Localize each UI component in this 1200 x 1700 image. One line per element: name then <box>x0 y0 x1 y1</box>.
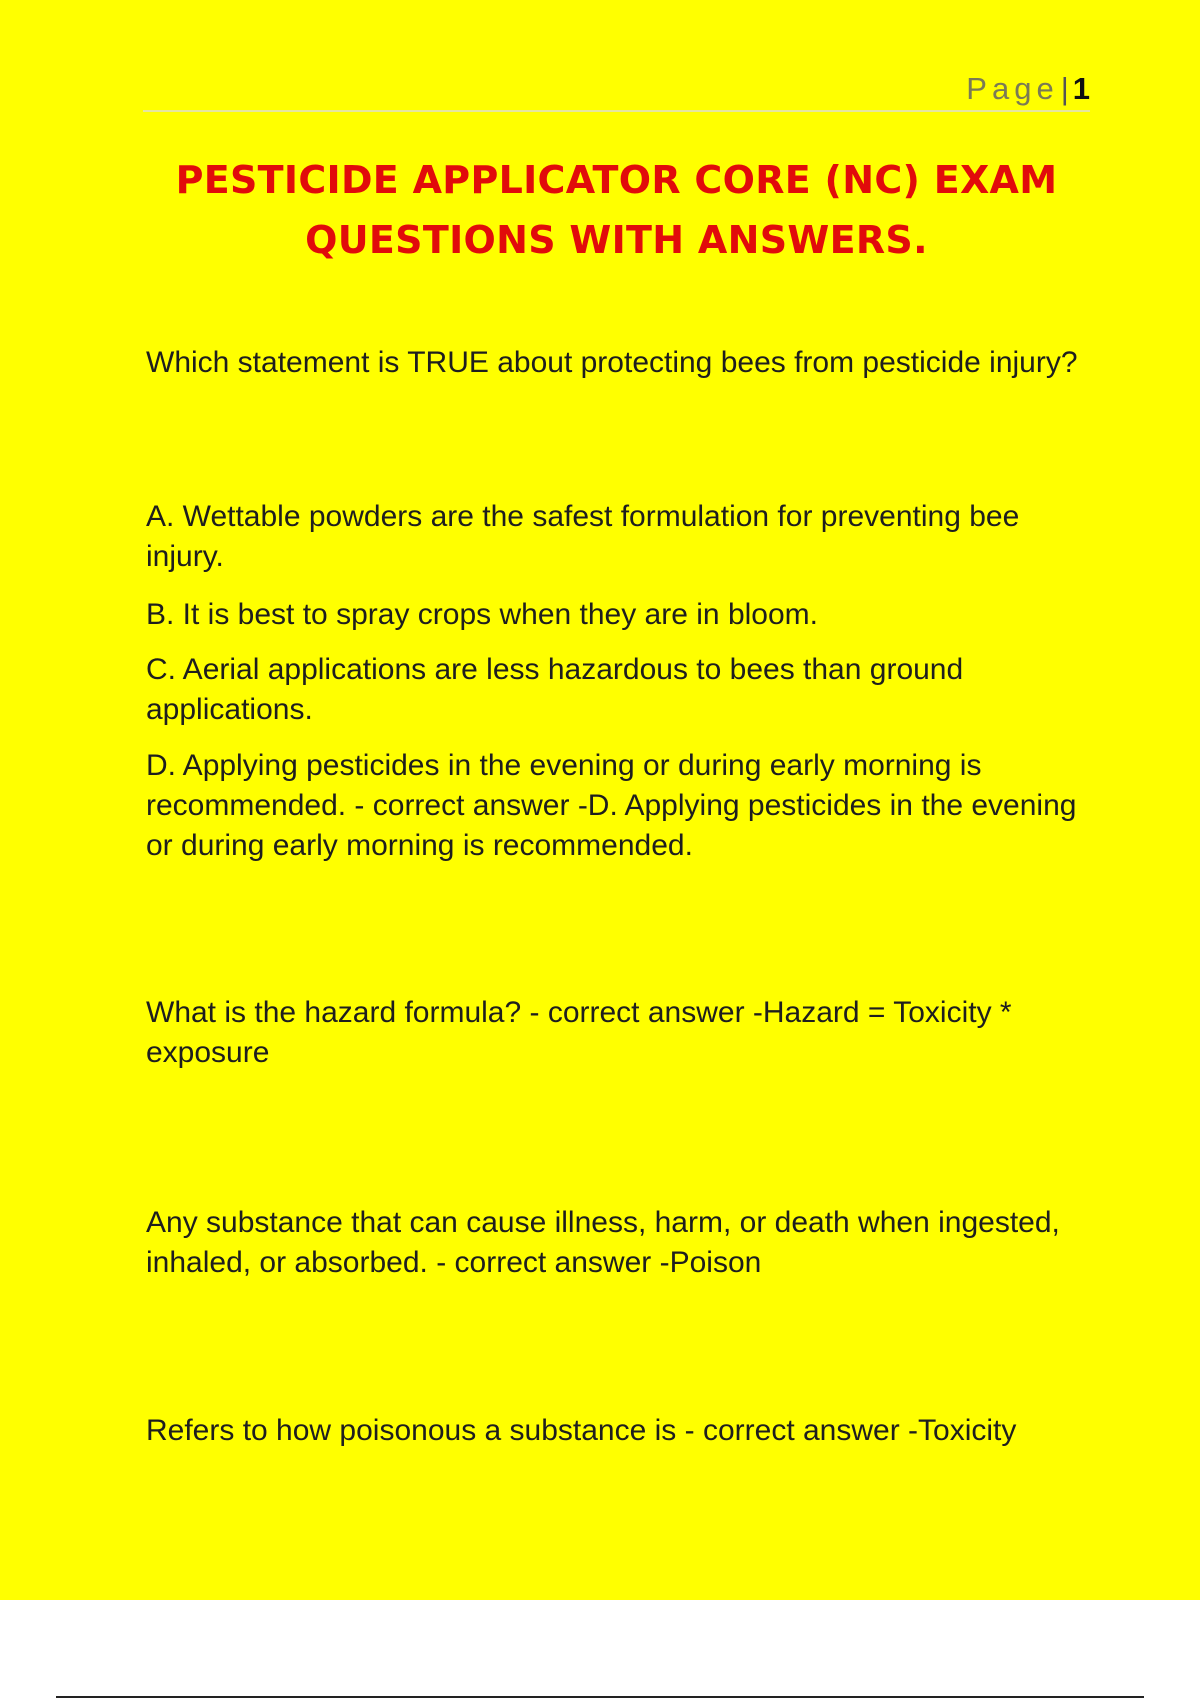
footer-divider <box>56 1696 1144 1698</box>
question-4: Refers to how poisonous a substance is - correct answer -Toxicity <box>146 1414 1017 1447</box>
page-number: 1 <box>1072 71 1090 106</box>
title-line-1: PESTICIDE APPLICATOR CORE (NC) EXAM <box>175 158 1058 202</box>
question-1: Which statement is TRUE about protecting bees from pesticide injury? <box>146 346 1078 379</box>
question-1-option-c: C. Aerial applications are less hazardous to bees than ground applications. <box>146 653 964 726</box>
page-separator: | <box>1060 71 1069 106</box>
question-1-option-b: B. It is best to spray crops when they are in bloom. <box>146 598 818 631</box>
question-3: Any substance that can cause illness, harm, or death when ingested, inhaled, or absorbed. - correct answer -Poison <box>146 1206 1060 1279</box>
page-label: Page <box>966 71 1059 106</box>
page-header <box>143 68 1090 112</box>
question-1-option-d: D. Applying pesticides in the evening or during early morning is recommended. - correct answer -D. Applying pesticides in the evening or during early morning is recommended. <box>146 749 1077 862</box>
question-1-option-a: A. Wettable powders are the safest formulation for preventing bee injury. <box>146 500 1020 573</box>
question-2: What is the hazard formula? - correct answer -Hazard = Toxicity * exposure <box>146 996 1012 1069</box>
document-title <box>143 150 1090 270</box>
title-line-2: QUESTIONS WITH ANSWERS. <box>305 218 928 262</box>
